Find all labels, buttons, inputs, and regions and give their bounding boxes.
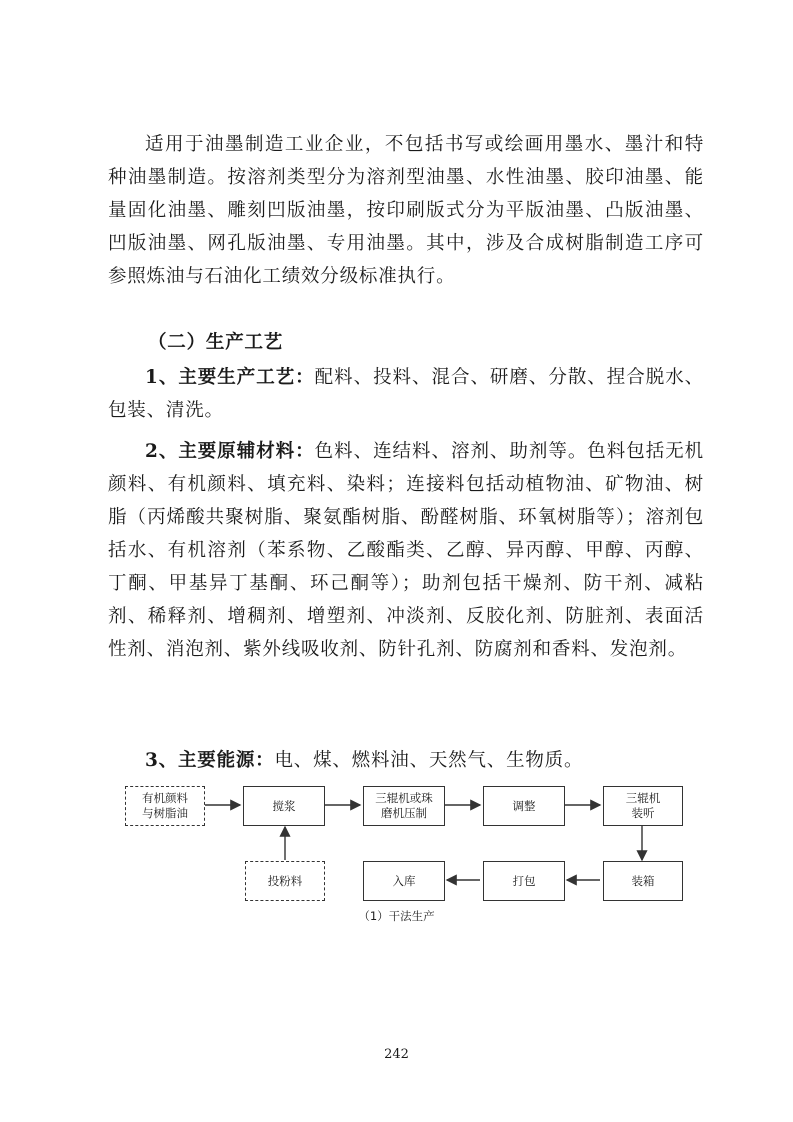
- section-heading: （二）生产工艺: [148, 332, 284, 353]
- process-text: 配料、投料、混合、研磨、分散、捏合脱水、包装、清洗。: [108, 367, 704, 421]
- intro-paragraph: 适用于油墨制造工业企业，不包括书写或绘画用墨水、墨汁和特种油墨制造。按溶剂类型分为溶剂型油墨、水性油墨、胶印油墨、能量固化油墨、雕刻凹版油墨，按印刷版式分为平版油墨、凸版油墨、凹版油墨、网孔版油墨、专用油墨。其中，涉及合成树脂制造工序可参照炼油与石油化工绩效分级标准执行。: [108, 134, 704, 287]
- adjust-box: 调整: [483, 786, 565, 826]
- pack-box: 打包: [483, 861, 565, 901]
- materials-text: 色料、连结料、溶剂、助剂等。色料包括无机颜料、有机颜料、填充料、染料；连接料包括动植物油、矿物油、树脂（丙烯酸共聚树脂、聚氨酯树脂、酚醛树脂、环氧树脂等）；溶剂包括水、有机溶剂（苯系物、乙酸酯类、乙醇、异丙醇、甲醇、丙醇、丁酮、甲基异丁基酮、环己酮等）；助剂包括干燥剂、防干剂、减粘剂、稀释剂、增稠剂、增塑剂、冲淡剂、反胶化剂、防脏剂、表面活性剂、消泡剂、紫外线吸收剂、防针孔剂、防腐剂和香料、发泡剂。: [108, 441, 704, 660]
- energy-text: 电、煤、燃料油、天然气、生物质。: [274, 750, 584, 771]
- process-paragraph: [108, 361, 704, 427]
- input1-line2: 与树脂油: [142, 806, 188, 820]
- input1-line1: 有机颜料: [142, 791, 188, 805]
- input-pigment-resin-box: [125, 786, 205, 826]
- energy-label: 3、主要能源：: [145, 750, 275, 771]
- energy-paragraph: [108, 744, 704, 777]
- input-powder-box: 投粉料: [245, 861, 325, 901]
- grind-line1: 三辊机或珠: [375, 791, 433, 805]
- stir-box: 搅浆: [243, 786, 325, 826]
- process-label: 1、主要生产工艺：: [145, 367, 315, 388]
- page-number: 242: [384, 1047, 409, 1062]
- boxing-box: 装箱: [603, 861, 683, 901]
- materials-paragraph: [108, 435, 704, 666]
- flowchart-caption: （1）干法生产: [358, 909, 435, 923]
- materials-label: 2、主要原辅材料：: [145, 441, 315, 462]
- fill-line2: 装听: [631, 806, 655, 820]
- grind-line2: 磨机压制: [381, 806, 427, 820]
- storage-box: 入库: [363, 861, 445, 901]
- fill-can-box: [603, 786, 683, 826]
- grind-box: [363, 786, 445, 826]
- fill-line1: 三辊机: [625, 791, 661, 805]
